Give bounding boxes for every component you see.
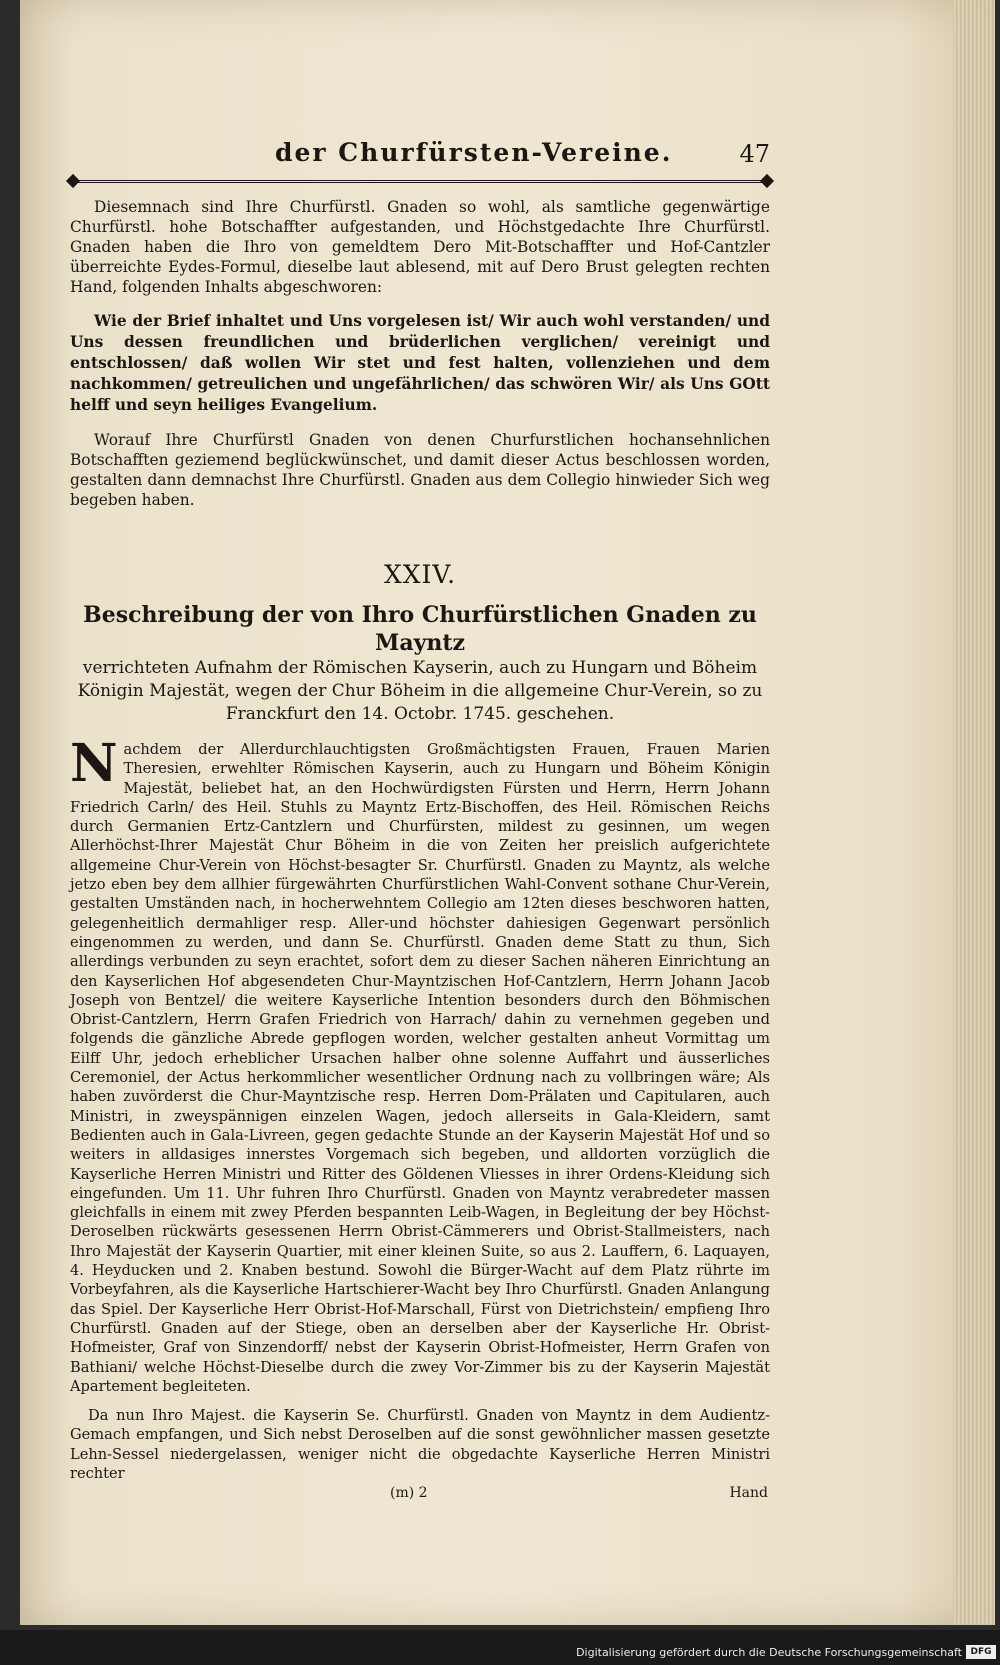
paragraph-oath-intro: Diesemnach sind Ihre Churfürstl. Gnaden so wohl, als samtliche gegenwärtige Churfürstl. hohe Botschaffter aufgestanden, und Höchstgedachte Ihre Churfürstl. Gnaden haben die Ihro von gemeldtem Dero Mit-Botschaffter und Hof-Cantzler überreichte Eydes-Formul, dieselbe laut ablesend, mit auf Dero Brust gelegten rechten Hand, folgenden Inhalts abgeschworen: (70, 198, 770, 296)
dfg-logo-icon: DFG (966, 1645, 996, 1659)
section-number: XXIV. (383, 560, 457, 589)
oath-text: Wie der Brief inhaltet und Uns vorgelesen ist/ Wir auch wohl verstanden/ und Uns dessen freundlichen und brüderlichen verglichen/ vereinigt und entschlossen/ daß wollen Wir stet und fest halten, vollenziehen und dem nachkommen/ getreulichen und ungefährlichen/ das schwören Wir/ als Uns GOtt helff und seyn heiliges Evangelium. (70, 312, 770, 414)
section-heading (70, 601, 770, 726)
section-heading-title: Beschreibung der von Ihro Churfürstlichen Gnaden zu Mayntz (83, 602, 757, 656)
funding-credit: Digitalisierung gefördert durch die Deutsche Forschungsgemeinschaft (576, 1646, 962, 1659)
drop-cap: N (70, 733, 118, 794)
footer-bar (0, 1642, 1000, 1665)
signature-line (70, 1485, 770, 1507)
page-edge-stack (953, 0, 995, 1625)
page-content (70, 138, 770, 1507)
paragraph-conclusion: Worauf Ihre Churfürstl Gnaden von denen Churfurstlichen hochansehnlichen Botschafften geziemend beglückwünschet, und damit dieser Actus beschlossen worden, gestalten dann demnachst Ihre Churfürstl. Gnaden aus dem Collegio hinwieder Sich weg begeben haben. (70, 431, 770, 509)
catchword: Hand (729, 1485, 768, 1502)
body-paragraph-2: Da nun Ihro Majest. die Kayserin Se. Churfürstl. Gnaden von Mayntz in dem Audientz-Gemach empfangen, und Sich nebst Deroselben auf die sonst gewöhnlicher massen gesetzte Lehn-Sessel niedergelassen, weniger nicht die obgedachte Kayserliche Herren Ministri rechter (70, 1407, 770, 1482)
page-number: 47 (739, 140, 770, 168)
section-heading-subtitle: verrichteten Aufnahm der Römischen Kayserin, auch zu Hungarn und Böheim Königin Majestät, wegen der Chur Böheim in die allgemeine Chur-Verein, so zu Franckfurt den 14. Octobr. 1745. geschehen. (77, 658, 763, 724)
signature-mark: (m) 2 (390, 1485, 428, 1502)
running-head (70, 138, 770, 178)
body-paragraph-1 (70, 733, 770, 1396)
body-paragraph-1-text: achdem der Allerdurchlauchtigsten Großmächtigsten Frauen, Frauen Marien Theresien, erwehlter Römischen Kayserin, auch zu Hungarn und Böheim Königin Majestät, beliebet hat, an den Hochwürdigsten Fürsten und Herrn, Herrn Johann Friedrich Carln/ des Heil. Stuhls zu Mayntz Ertz-Bischoffen, des Heil. Römischen Reichs durch Germanien Ertz-Cantzlern und Churfürsten, mildest zu gesinnen, um wegen Allerhöchst-Ihrer Majestät Chur Böheim in die von Zeiten her preislich aufgerichtete allgemeine Chur-Verein von Höchst-besagter Sr. Churfürstl. Gnaden zu Mayntz, als welche jetzo eben bey dem allhier fürgewährten Churfürstlichen Wahl-Convent sothane Chur-Verein, gestalten Umständen nach, in hocherwehntem Collegio am 12ten dieses beschworen hatten, gelegenheitlich dermahliger resp. Aller-und höchster dahiesigen Gegenwart persönlich eingenommen zu werden, und dann Se. Churfürstl. Gnaden deme Statt zu thun, Sich allerdings verbunden zu seyn erachtet, sofort dem zu dieser Sachen näheren Einrichtung an den Kayserlichen Hof abgesendeten Chur-Mayntzischen Hof-Cantzlern, Herrn Johann Jacob Joseph von Bentzel/ die weitere Kayserliche Intention besonders durch den Böhmischen Obrist-Cantzlern, Herrn Grafen Friedrich von Harrach/ dahin zu vernehmen gegeben und folgends die gänzliche Abrede gepflogen worden, welcher gestalten anheut Vormittag um Eilff Uhr, jedoch erheblicher Ursachen halber ohne solenne Auffahrt und äusserliches Ceremoniel, der Actus herkommlicher wesentlicher Ordnung nach zu vollbringen wäre; Als haben zuvörderst die Chur-Mayntzische resp. Herren Dom-Prälaten und Capitularen, auch Ministri, in zweyspännigen einzelen Wagen, jedoch allerseits in Gala-Kleidern, samt Bedienten auch in Gala-Livreen, gegen gedachte Stunde an der Kayserin Majestät Hof und so weiters in alldasiges innerstes Vorgemach sich begeben, und alldorten vorzüglich die Kayserliche Herren Ministri und Ritter des Göldenen Vliesses in ihrer Ordens-Kleidung sich eingefunden. Um 11. Uhr fuhren Ihro Churfürstl. Gnaden von Mayntz verabredeter massen gleichfalls in einem mit zwey Pferden bespannten Leib-Wagen, in Begleitung der bey Höchst-Deroselben rückwärts gesessenen Herrn Obrist-Cämmerers und Obrist-Stallmeisters, nach Ihro Majestät der Kayserin Quartier, mit einer kleinen Suite, so aus 2. Lauffern, 6. Laquayen, 4. Heyducken und 2. Knaben bestund. Sowohl die Bürger-Wacht auf dem Platz rührte im Vorbeyfahren, als die Kayserliche Hartschierer-Wacht bey Ihro Churfürstl. Gnaden Anlangung das Spiel. Der Kayserliche Herr Obrist-Hof-Marschall, Fürst von Dietrichstein/ empfieng Ihro Churfürstl. Gnaden auf der Stiege, oben an derselben aber der Kayserliche Hr. Obrist-Hofmeister, Graf von Sinzendorff/ nebst der Kayserin Obrist-Hofmeister, Herrn Grafen von Bathiani/ welche Höchst-Dieselbe durch die zwey Vor-Zimmer bis zu der Kayserin Majestät Apartement begleiteten. (70, 741, 770, 1395)
ornament-rule (70, 180, 770, 197)
running-title: der Churfürsten-Vereine. (275, 138, 673, 167)
